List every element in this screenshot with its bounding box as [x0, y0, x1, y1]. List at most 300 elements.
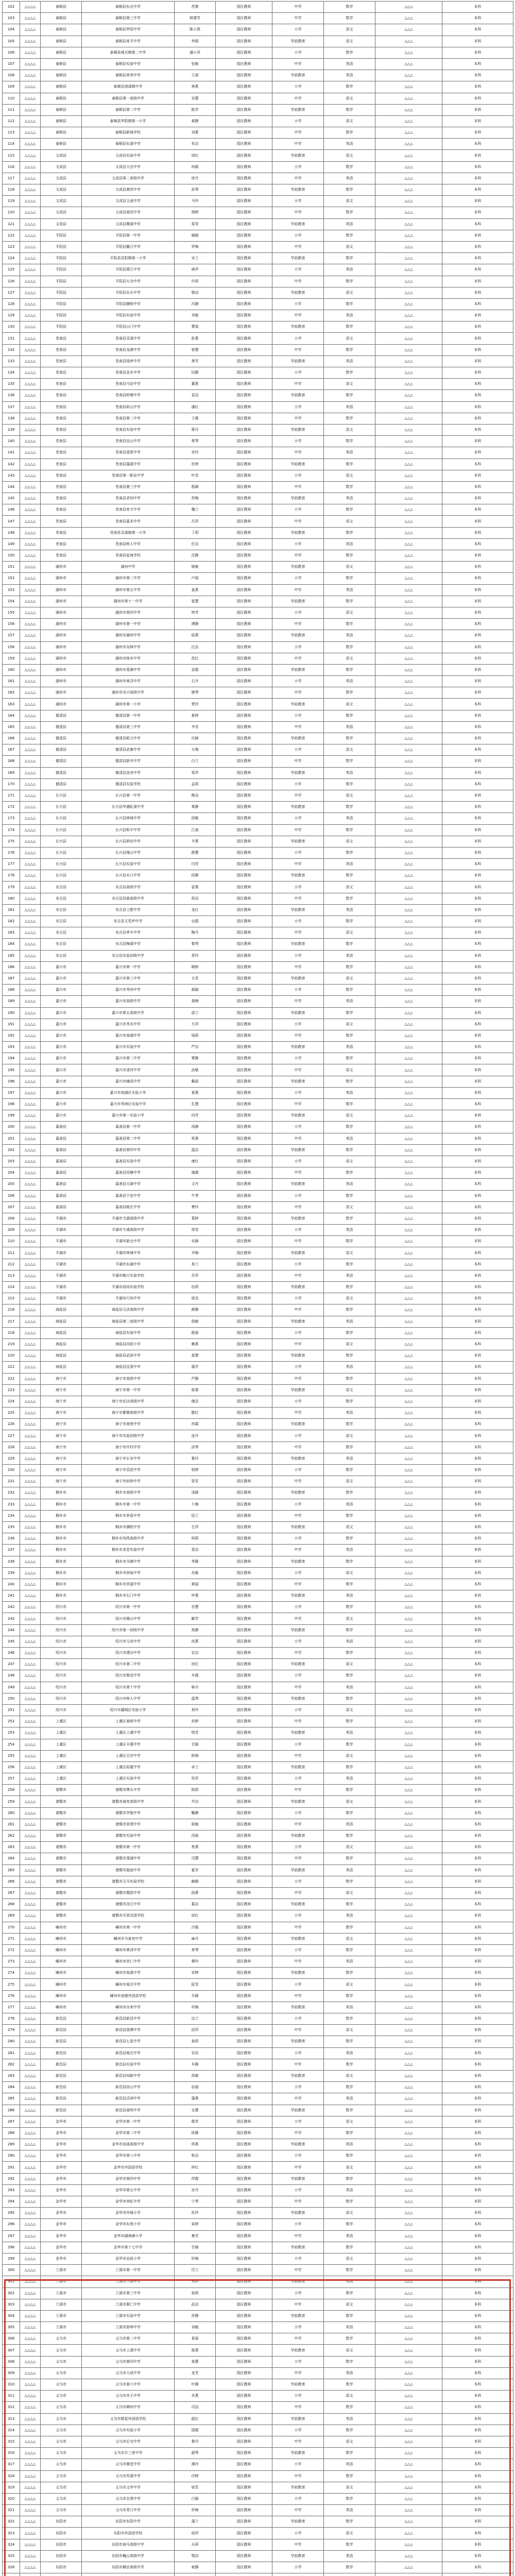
- table-cell: 诸暨市第一中学: [82, 1842, 175, 1853]
- table-cell: △△△△: [20, 150, 41, 161]
- table-cell: 本科: [442, 527, 513, 538]
- table-cell: 海盐县武原中学: [82, 1350, 175, 1362]
- table-cell: 金华市第十七中学: [82, 2242, 175, 2253]
- table-cell: 数学: [324, 1396, 375, 1407]
- table-cell: 顾婷: [175, 961, 216, 973]
- table-cell: 金华市: [41, 2219, 82, 2230]
- table-cell: 学前教育: [272, 1419, 324, 1430]
- table-cell: 曾慧: [175, 344, 216, 355]
- table-cell: 数学: [324, 1442, 375, 1453]
- table-cell: 湖州市: [41, 653, 82, 664]
- table-cell: 德清县: [41, 756, 82, 767]
- table-cell: 苍南县: [41, 516, 82, 527]
- table-cell: △△△△: [20, 870, 41, 882]
- table-cell: 数学: [324, 1807, 375, 1819]
- table-cell: △△△: [375, 2036, 442, 2047]
- table-cell: 数学: [324, 2379, 375, 2391]
- table-cell: 焦静: [175, 1624, 216, 1636]
- table-cell: 祖莉: [175, 2287, 216, 2299]
- table-cell: 中学: [272, 1750, 324, 1761]
- table-cell: 语文: [324, 1704, 375, 1716]
- table-cell: 数学: [324, 127, 375, 139]
- row-number: 186: [3, 961, 20, 973]
- table-row: [3, 436, 513, 447]
- table-cell: △△△: [375, 721, 442, 733]
- table-row: [3, 1933, 513, 1944]
- table-cell: 小学: [272, 264, 324, 276]
- table-cell: 园区教师: [216, 1259, 272, 1270]
- table-cell: 诸暨市: [41, 1807, 82, 1819]
- table-cell: △△△: [375, 58, 442, 70]
- row-number: 199: [3, 1110, 20, 1122]
- table-cell: 园区教师: [216, 2025, 272, 2036]
- row-number: 216: [3, 1304, 20, 1316]
- table-cell: 长兴县煤山中学: [82, 847, 175, 858]
- table-cell: △△△: [375, 1053, 442, 1064]
- table-cell: 湖州市: [41, 687, 82, 699]
- table-cell: 嵊州市第一中学: [82, 1922, 175, 1933]
- row-number: 159: [3, 653, 20, 664]
- table-cell: 小学: [272, 882, 324, 893]
- table-cell: 数学: [324, 596, 375, 607]
- table-cell: 海宁市高级中学: [82, 1373, 175, 1384]
- table-cell: △△△△: [20, 2299, 41, 2310]
- table-cell: 嘉兴市第一实验小学: [82, 1110, 175, 1122]
- table-cell: △△△△: [20, 2287, 41, 2299]
- table-row: [3, 2230, 513, 2242]
- table-cell: 海宁市紫微高级中学: [82, 1408, 175, 1419]
- table-cell: 中学: [272, 619, 324, 630]
- table-cell: 刘敏: [175, 2322, 216, 2333]
- table-cell: 数学: [324, 573, 375, 584]
- table-cell: 苍南县: [41, 470, 82, 481]
- row-number: 161: [3, 676, 20, 687]
- table-cell: 数学: [324, 1510, 375, 1521]
- table-cell: 刘燕: [175, 127, 216, 139]
- table-cell: △△△: [375, 516, 442, 527]
- table-cell: 园区教师: [216, 344, 272, 355]
- row-number: 218: [3, 1327, 20, 1338]
- table-cell: △△△△: [20, 2459, 41, 2470]
- table-cell: 园区教师: [216, 1338, 272, 1350]
- table-cell: 新昌县: [41, 2082, 82, 2093]
- table-cell: 史霞: [175, 916, 216, 927]
- table-cell: 园区教师: [216, 1865, 272, 1876]
- table-cell: 小学: [272, 2391, 324, 2402]
- table-cell: △△△△: [20, 104, 41, 115]
- table-cell: 学前教育: [272, 2413, 324, 2425]
- table-cell: 本科: [442, 2505, 513, 2516]
- table-cell: △△△△: [20, 310, 41, 321]
- table-cell: 园区教师: [216, 1739, 272, 1750]
- table-row: [3, 2322, 513, 2333]
- table-row: [3, 2116, 513, 2127]
- table-cell: 园区教师: [216, 436, 272, 447]
- table-cell: 语文: [324, 1476, 375, 1487]
- table-row: [3, 413, 513, 424]
- table-cell: 兰溪市实验中学: [82, 2310, 175, 2321]
- table-cell: 湖州市: [41, 699, 82, 710]
- row-number: 180: [3, 893, 20, 904]
- table-cell: 安吉县高级中学: [82, 882, 175, 893]
- table-cell: 园区教师: [216, 504, 272, 516]
- table-cell: 园区教师: [216, 1064, 272, 1076]
- table-cell: 本科: [442, 184, 513, 196]
- table-row: [3, 276, 513, 287]
- table-cell: 泰顺县第二中学: [82, 104, 175, 115]
- table-cell: 嵊州市: [41, 1968, 82, 1979]
- table-cell: △△△: [375, 264, 442, 276]
- table-cell: 绍兴市第一初级中学: [82, 1624, 175, 1636]
- table-cell: △△△△: [20, 836, 41, 847]
- table-cell: △△△△: [20, 481, 41, 493]
- row-number: 220: [3, 1350, 20, 1362]
- table-cell: 小学: [272, 367, 324, 379]
- table-cell: 中学: [272, 584, 324, 596]
- row-number: 245: [3, 1636, 20, 1647]
- table-cell: 义乌市宾王中学: [82, 2391, 175, 2402]
- table-cell: 嘉兴市第二中学: [82, 1053, 175, 1064]
- table-cell: 泰顺县: [41, 70, 82, 81]
- row-number: 149: [3, 538, 20, 550]
- table-cell: △△△: [375, 1545, 442, 1556]
- table-cell: 海宁市: [41, 1384, 82, 1396]
- table-cell: 园区教师: [216, 1408, 272, 1419]
- table-cell: 泰顺县: [41, 2, 82, 13]
- row-number: 302: [3, 2287, 20, 2299]
- table-cell: △△△: [375, 184, 442, 196]
- table-cell: 中学: [272, 1030, 324, 1041]
- table-cell: 小学: [272, 1430, 324, 1442]
- table-cell: 语文: [324, 699, 375, 710]
- table-row: [3, 1602, 513, 1613]
- table-cell: 园区教师: [216, 1442, 272, 1453]
- table-cell: 本科: [442, 161, 513, 173]
- table-cell: 本科: [442, 1636, 513, 1647]
- table-cell: △△△: [375, 47, 442, 58]
- table-cell: △△△: [375, 1831, 442, 1842]
- table-cell: △△△△: [20, 1831, 41, 1842]
- table-cell: 数学: [324, 664, 375, 675]
- table-cell: △△△: [375, 344, 442, 355]
- table-row: [3, 562, 513, 573]
- row-number: 213: [3, 1270, 20, 1281]
- table-cell: 中学: [272, 2025, 324, 2036]
- table-cell: △△△△: [20, 1042, 41, 1053]
- table-cell: △△△: [375, 2299, 442, 2310]
- table-cell: 园区教师: [216, 1670, 272, 1682]
- table-cell: 园区教师: [216, 1487, 272, 1499]
- table-cell: 小学: [272, 1944, 324, 1956]
- row-number: 114: [3, 139, 20, 150]
- table-cell: 数学: [324, 413, 375, 424]
- table-cell: 文成县第二高级中学: [82, 173, 175, 184]
- table-row: [3, 1030, 513, 1041]
- row-number: 125: [3, 264, 20, 276]
- table-cell: 金华市: [41, 2139, 82, 2150]
- table-cell: △△△△: [20, 1419, 41, 1430]
- table-cell: 嵊州市: [41, 1979, 82, 1990]
- table-cell: 冯静: [175, 298, 216, 310]
- table-cell: △△△△: [20, 13, 41, 24]
- table-cell: 牛琴: [175, 1190, 216, 1201]
- table-cell: 本科: [442, 1682, 513, 1693]
- table-cell: 屈兰: [175, 1510, 216, 1521]
- table-cell: 园区教师: [216, 550, 272, 562]
- table-cell: 英语: [324, 1408, 375, 1419]
- table-row: [3, 1944, 513, 1956]
- table-cell: 吴慧: [175, 93, 216, 104]
- table-cell: △△△△: [20, 2391, 41, 2402]
- table-cell: 园区教师: [216, 1693, 272, 1704]
- table-cell: 覃静: [175, 1053, 216, 1064]
- table-cell: 苍南县: [41, 355, 82, 367]
- table-cell: 园区教师: [216, 1533, 272, 1545]
- table-cell: 园区教师: [216, 367, 272, 379]
- table-row: [3, 1773, 513, 1785]
- table-cell: △△△: [375, 2516, 442, 2528]
- row-number: 212: [3, 1259, 20, 1270]
- table-row: [3, 824, 513, 836]
- table-cell: 园区教师: [216, 607, 272, 618]
- table-cell: 长兴县: [41, 824, 82, 836]
- table-cell: 数学: [324, 1624, 375, 1636]
- table-cell: 金华市: [41, 2184, 82, 2196]
- table-cell: 阮雪: [175, 1979, 216, 1990]
- table-cell: 岳敏: [175, 1567, 216, 1579]
- table-row: [3, 253, 513, 264]
- table-row: [3, 664, 513, 675]
- table-cell: 园区教师: [216, 744, 272, 756]
- table-cell: △△△: [375, 2333, 442, 2345]
- table-cell: 园区教师: [216, 1499, 272, 1510]
- table-cell: 桐乡市: [41, 1590, 82, 1602]
- table-row: [3, 916, 513, 927]
- table-cell: △△△: [375, 2139, 442, 2150]
- table-row: [3, 264, 513, 276]
- table-cell: 苍南县实验中学: [82, 424, 175, 435]
- table-cell: 园区教师: [216, 230, 272, 241]
- table-cell: 雷燕: [175, 882, 216, 893]
- row-number: 200: [3, 1122, 20, 1133]
- table-cell: 中学: [272, 1373, 324, 1384]
- table-cell: 本科: [442, 2105, 513, 2116]
- table-cell: 园区教师: [216, 139, 272, 150]
- table-cell: 姜燕: [175, 584, 216, 596]
- table-cell: 泰顺县: [41, 104, 82, 115]
- table-cell: 嘉兴市清河中学: [82, 1064, 175, 1076]
- table-cell: 义乌市义亭中学: [82, 2482, 175, 2493]
- table-cell: 本科: [442, 230, 513, 241]
- table-cell: △△△: [375, 2047, 442, 2059]
- table-cell: 伍莉: [175, 1282, 216, 1293]
- table-cell: 园区教师: [216, 493, 272, 504]
- table-cell: 金华市: [41, 2230, 82, 2242]
- table-row: [3, 1156, 513, 1167]
- table-cell: 义乌市: [41, 2425, 82, 2436]
- table-row: [3, 459, 513, 470]
- table-cell: 学前教育: [272, 355, 324, 367]
- table-cell: 数学: [324, 2150, 375, 2162]
- table-cell: 中学: [272, 824, 324, 836]
- table-cell: 沈静: [175, 550, 216, 562]
- table-cell: 语文: [324, 1064, 375, 1076]
- table-cell: 姚敏: [175, 562, 216, 573]
- table-cell: △△△: [375, 81, 442, 93]
- table-cell: △△△: [375, 24, 442, 36]
- table-cell: 小学: [272, 401, 324, 413]
- table-cell: 英语: [324, 813, 375, 824]
- table-cell: △△△△: [20, 573, 41, 584]
- table-cell: △△△: [375, 1225, 442, 1236]
- table-cell: 小学: [272, 2013, 324, 2025]
- table-cell: 韦雪: [175, 721, 216, 733]
- table-cell: 园区教师: [216, 276, 272, 287]
- table-cell: 英语: [324, 310, 375, 321]
- table-cell: 学前教育: [272, 733, 324, 744]
- table-cell: 本科: [442, 1521, 513, 1533]
- row-number: 104: [3, 24, 20, 36]
- table-cell: 园区教师: [216, 1579, 272, 1590]
- table-cell: 园区教师: [216, 93, 272, 104]
- table-cell: 桐乡市高级中学: [82, 1487, 175, 1499]
- table-cell: 平阳县: [41, 264, 82, 276]
- row-number: 155: [3, 607, 20, 618]
- table-cell: 海宁市: [41, 1476, 82, 1487]
- table-cell: 学前教育: [272, 390, 324, 401]
- table-cell: 小学: [272, 115, 324, 127]
- table-cell: 本科: [442, 81, 513, 93]
- table-cell: 园区教师: [216, 2150, 272, 2162]
- table-cell: 蓬燕: [175, 2093, 216, 2105]
- table-cell: 本科: [442, 2036, 513, 2047]
- table-cell: 文成县: [41, 173, 82, 184]
- table-cell: △△△: [375, 1293, 442, 1304]
- table-cell: 语文: [324, 1247, 375, 1259]
- table-cell: 甘颖: [175, 2242, 216, 2253]
- table-cell: 数学: [324, 1373, 375, 1384]
- table-cell: 本科: [442, 2345, 513, 2356]
- table-cell: △△△: [375, 2265, 442, 2276]
- table-cell: △△△: [375, 824, 442, 836]
- table-cell: 庞洁: [175, 1293, 216, 1304]
- row-number: 249: [3, 1682, 20, 1693]
- table-cell: 中学: [272, 13, 324, 24]
- table-cell: 尚燕: [175, 1636, 216, 1647]
- table-cell: 语文: [324, 1156, 375, 1167]
- table-cell: 海盐县: [41, 1362, 82, 1373]
- table-cell: 园区教师: [216, 1990, 272, 2002]
- table-row: [3, 1373, 513, 1384]
- table-cell: 本科: [442, 1853, 513, 1865]
- table-cell: △△△: [375, 676, 442, 687]
- table-cell: △△△△: [20, 173, 41, 184]
- table-cell: 语文: [324, 287, 375, 298]
- table-cell: 本科: [442, 2265, 513, 2276]
- table-cell: 语文: [324, 2482, 375, 2493]
- table-cell: △△△: [375, 2528, 442, 2539]
- table-row: [3, 2470, 513, 2482]
- table-cell: △△△: [375, 1727, 442, 1739]
- table-cell: 英语: [324, 767, 375, 778]
- table-cell: △△△: [375, 916, 442, 927]
- table-row: [3, 699, 513, 710]
- table-cell: △△△: [375, 1453, 442, 1464]
- table-row: [3, 927, 513, 939]
- row-number: 109: [3, 81, 20, 93]
- table-cell: 程颖: [175, 481, 216, 493]
- table-cell: △△△: [375, 230, 442, 241]
- table-row: [3, 2127, 513, 2139]
- table-row: [3, 2139, 513, 2150]
- table-cell: 本科: [442, 836, 513, 847]
- table-cell: 园区教师: [216, 1796, 272, 1807]
- table-row: [3, 859, 513, 870]
- table-cell: △△△△: [20, 710, 41, 721]
- table-cell: 园区教师: [216, 699, 272, 710]
- table-cell: 中学: [272, 2470, 324, 2482]
- table-cell: △△△△: [20, 1213, 41, 1224]
- row-number: 324: [3, 2539, 20, 2550]
- table-cell: 园区教师: [216, 1293, 272, 1304]
- table-cell: 园区教师: [216, 1122, 272, 1133]
- table-cell: 园区教师: [216, 1236, 272, 1247]
- table-cell: 园区教师: [216, 1465, 272, 1476]
- table-cell: 学前教育: [272, 424, 324, 435]
- table-cell: 英语: [324, 70, 375, 81]
- table-cell: 园区教师: [216, 2425, 272, 2436]
- table-cell: 金华市: [41, 2242, 82, 2253]
- table-cell: 英语: [324, 2322, 375, 2333]
- table-cell: 园区教师: [216, 824, 272, 836]
- table-cell: 数学: [324, 2425, 375, 2436]
- table-cell: △△△: [375, 813, 442, 824]
- table-cell: 闫芳: [175, 859, 216, 870]
- table-cell: 本科: [442, 2173, 513, 2184]
- table-cell: 文成县实验中学: [82, 150, 175, 161]
- table-cell: 学前教育: [272, 767, 324, 778]
- table-cell: 中学: [272, 1476, 324, 1487]
- table-cell: △△△: [375, 241, 442, 252]
- row-number: 176: [3, 847, 20, 858]
- table-cell: 本科: [442, 1704, 513, 1716]
- row-number: 172: [3, 802, 20, 813]
- table-cell: 本科: [442, 1293, 513, 1304]
- table-cell: △△△△: [20, 2150, 41, 2162]
- table-cell: 园区教师: [216, 756, 272, 767]
- table-row: [3, 756, 513, 767]
- table-cell: 园区教师: [216, 2356, 272, 2367]
- table-cell: 小学: [272, 1670, 324, 1682]
- table-cell: 汪洁: [175, 641, 216, 653]
- table-cell: 学前教育: [272, 493, 324, 504]
- table-cell: 本科: [442, 2333, 513, 2345]
- table-cell: 金华市外国语学校: [82, 2162, 175, 2173]
- table-cell: △△△△: [20, 1453, 41, 1464]
- table-cell: 园区教师: [216, 790, 272, 801]
- row-number: 320: [3, 2493, 20, 2504]
- table-row: [3, 1099, 513, 1110]
- table-cell: 本科: [442, 2528, 513, 2539]
- row-number: 255: [3, 1750, 20, 1761]
- table-cell: 园区教师: [216, 24, 272, 36]
- table-cell: 金华市: [41, 2196, 82, 2208]
- table-cell: 义乌市后宅中学: [82, 2436, 175, 2447]
- table-cell: △△△△: [20, 950, 41, 961]
- table-cell: 德清县: [41, 710, 82, 721]
- table-cell: 学前教育: [272, 904, 324, 916]
- table-cell: 萧芳: [175, 355, 216, 367]
